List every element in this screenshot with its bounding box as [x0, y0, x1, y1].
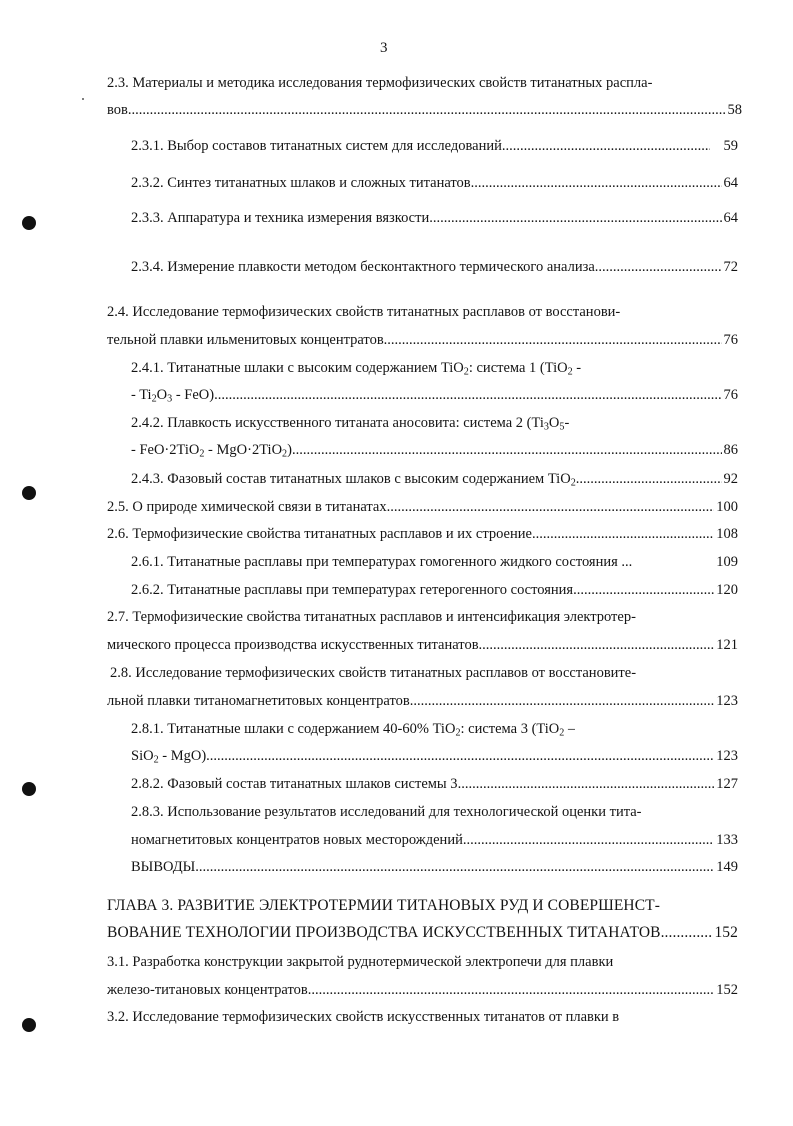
toc-entry [131, 470, 738, 488]
toc-text: : система 3 (TiO [460, 721, 560, 737]
toc-entry-title: 2.3.3. Аппаратура и техника измерения вязкости [131, 210, 430, 226]
toc-entry-title [131, 441, 292, 459]
binder-hole-1 [22, 216, 36, 230]
toc-entry [131, 831, 738, 849]
toc-entry-title: 2.6.2. Титанатные расплавы при температурах гетерогенного состояния [131, 582, 574, 598]
binder-hole-4 [22, 1018, 36, 1032]
toc-entry-title: 2.3.2. Синтез титанатных шлаков и сложных титанатов [131, 175, 471, 191]
toc-entry [131, 775, 738, 793]
toc-entry-page: 58 [727, 102, 742, 118]
toc-text: - FeO) [172, 387, 215, 403]
chapter-heading: ГЛАВА 3. РАЗВИТИЕ ЭЛЕКТРОТЕРМИИ ТИТАНОВЫХ РУД И СОВЕРШЕНСТ- [107, 897, 660, 914]
toc-entry-title: 2.6. Термофизические свойства титанатных расплавов и их строение [107, 526, 532, 542]
leader-dots [595, 258, 722, 276]
leader-dots [576, 470, 722, 488]
toc-entry [107, 525, 738, 543]
toc-entry [131, 553, 738, 571]
toc-text: O [156, 387, 168, 403]
toc-entry-title: тельной плавки ильменитовых концентратов [107, 332, 384, 348]
toc-entry [131, 386, 738, 404]
subscript: 2 [570, 477, 576, 488]
toc-entry-title: 2.6.1. Титанатные расплавы при температурах гомогенного жидкого состояния ... [131, 554, 633, 570]
toc-entry [131, 747, 738, 765]
toc-text: - MgO) [158, 748, 207, 764]
toc-entry [131, 441, 738, 459]
toc-entry [131, 581, 738, 599]
toc-entry-title: мического процесса производства искусственных титанатов [107, 637, 479, 653]
toc-entry [131, 137, 738, 155]
page-number: 3 [380, 40, 388, 56]
toc-entry-title: вов [107, 102, 128, 118]
leader-dots [532, 525, 714, 543]
leader-dots [214, 386, 721, 404]
toc-entry-page: 123 [716, 693, 738, 709]
toc-line: 2.4. Исследование термофизических свойств титанатных расплавов от восстанови- [107, 304, 621, 320]
leader-dots [292, 441, 722, 459]
toc-entry [107, 981, 738, 999]
toc-entry-page: 64 [723, 210, 738, 226]
subscript: 2 [463, 366, 469, 377]
toc-entry-title: 2.5. О природе химической связи в титанатах [107, 499, 387, 515]
toc-entry-page: 120 [716, 582, 738, 598]
toc-text: 2.8.1. Титанатные шлаки с содержанием 40-60% TiO [131, 721, 456, 737]
toc-text: : система 1 (TiO [468, 360, 568, 376]
subscript: 5 [559, 421, 565, 432]
toc-line: 3.1. Разработка конструкции закрытой руднотермической электропечи для плавки [107, 954, 614, 970]
leader-dots [458, 775, 715, 793]
toc-text: - FeO·2TiO [131, 442, 200, 458]
toc-entry [131, 258, 738, 276]
binder-hole-3 [22, 782, 36, 796]
toc-text: - [572, 360, 582, 376]
leader-dots [195, 858, 714, 876]
toc-text: - [564, 415, 570, 431]
toc-line [131, 720, 575, 738]
toc-entry-title: ВЫВОДЫ [131, 859, 196, 875]
toc-entry-title: 2.3.4. Измерение плавкости методом бесконтактного термического анализа [131, 259, 595, 275]
toc-entry-page: 133 [716, 832, 738, 848]
subscript: 2 [151, 393, 157, 404]
subscript: 3 [543, 421, 549, 432]
leader-dots [463, 831, 714, 849]
subscript: 2 [282, 448, 288, 459]
subscript: 2 [199, 448, 205, 459]
toc-line: 2.8. Исследование термофизических свойств титанатных расплавов от восстановите- [110, 665, 637, 681]
subscript: 2 [559, 727, 565, 738]
leader-dots [308, 981, 715, 999]
leader-dots [573, 581, 714, 599]
toc-entry-title: льной плавки титаномагнетитовых концентратов [107, 693, 410, 709]
toc-entry-page: 76 [723, 387, 738, 403]
leader-dots [387, 498, 715, 516]
toc-line [131, 359, 581, 377]
toc-text: SiO [131, 748, 154, 764]
toc-entry-title [131, 386, 214, 404]
toc-entry [131, 858, 738, 876]
toc-entry-title: 2.3.1. Выбор составов титанатных систем для исследований [131, 138, 502, 154]
toc-text: O [548, 415, 560, 431]
toc-text: - Ti [131, 387, 152, 403]
toc-entry [107, 101, 742, 119]
toc-entry-title: номагнетитовых концентратов новых месторождений [131, 832, 463, 848]
toc-entry-page: 152 [716, 982, 738, 998]
scan-speck [82, 98, 84, 100]
leader-dots [429, 209, 721, 227]
subscript: 2 [455, 727, 461, 738]
toc-entry-page: 121 [716, 637, 738, 653]
toc-line: 2.8.3. Использование результатов исследований для технологической оценки тита- [131, 804, 642, 820]
toc-entry-page: 152 [714, 924, 738, 941]
toc-entry [131, 209, 738, 227]
subscript: 2 [567, 366, 573, 377]
toc-line: 3.2. Исследование термофизических свойств искусственных титанатов от плавки в [107, 1009, 620, 1025]
toc-entry-page: 64 [723, 175, 738, 191]
leader-dots [471, 174, 722, 192]
toc-text: 2.4.1. Титанатные шлаки с высоким содержанием TiO [131, 360, 464, 376]
toc-entry-page: 109 [716, 554, 738, 570]
toc-text: 2.4.2. Плавкость искусственного титаната аносовита: система 2 (Ti [131, 415, 544, 431]
toc-entry-title: ВОВАНИЕ ТЕХНОЛОГИИ ПРОИЗВОДСТВА ИСКУССТВЕННЫХ ТИТАНАТОВ [107, 924, 661, 941]
toc-entry-page: 123 [716, 748, 738, 764]
toc-entry-page: 86 [723, 442, 738, 458]
toc-entry [107, 924, 738, 942]
toc-entry [107, 498, 738, 516]
toc-text: ) [287, 442, 292, 458]
toc-text: – [564, 721, 576, 737]
toc-entry-title [131, 470, 576, 488]
toc-entry-page: 149 [716, 859, 738, 875]
toc-entry-page: 100 [716, 499, 738, 515]
toc-line [131, 414, 569, 432]
subscript: 2 [153, 754, 159, 765]
toc-entry [107, 331, 738, 349]
toc-text: - MgO·2TiO [204, 442, 283, 458]
toc-entry-page: 108 [716, 526, 738, 542]
toc-text: 2.4.3. Фазовый состав титанатных шлаков с высоким содержанием TiO [131, 471, 571, 487]
toc-entry-page: 72 [723, 259, 738, 275]
toc-entry [107, 636, 738, 654]
toc-entry-page: 59 [723, 138, 738, 154]
subscript: 3 [167, 393, 173, 404]
leader-dots [206, 747, 714, 765]
leader-dots [502, 137, 710, 155]
leader-dots [479, 636, 715, 654]
leader-dots [384, 331, 722, 349]
leader-dots [128, 101, 726, 119]
binder-hole-2 [22, 486, 36, 500]
toc-entry-title [131, 747, 206, 765]
toc-entry [131, 174, 738, 192]
toc-entry-title: 2.8.2. Фазовый состав титанатных шлаков системы 3 [131, 776, 458, 792]
toc-entry-page: 127 [716, 776, 738, 792]
toc-entry [107, 692, 738, 710]
toc-line: 2.7. Термофизические свойства титанатных расплавов и интенсификация электротер- [107, 609, 636, 625]
leader-dots [410, 692, 715, 710]
toc-line: 2.3. Материалы и методика исследования термофизических свойств титанатных распла- [107, 75, 653, 91]
toc-entry-title: железо-титановых концентратов [107, 982, 308, 998]
toc-entry-page: 76 [723, 332, 738, 348]
leader-dots [661, 924, 713, 942]
toc-entry-page: 92 [723, 471, 738, 487]
